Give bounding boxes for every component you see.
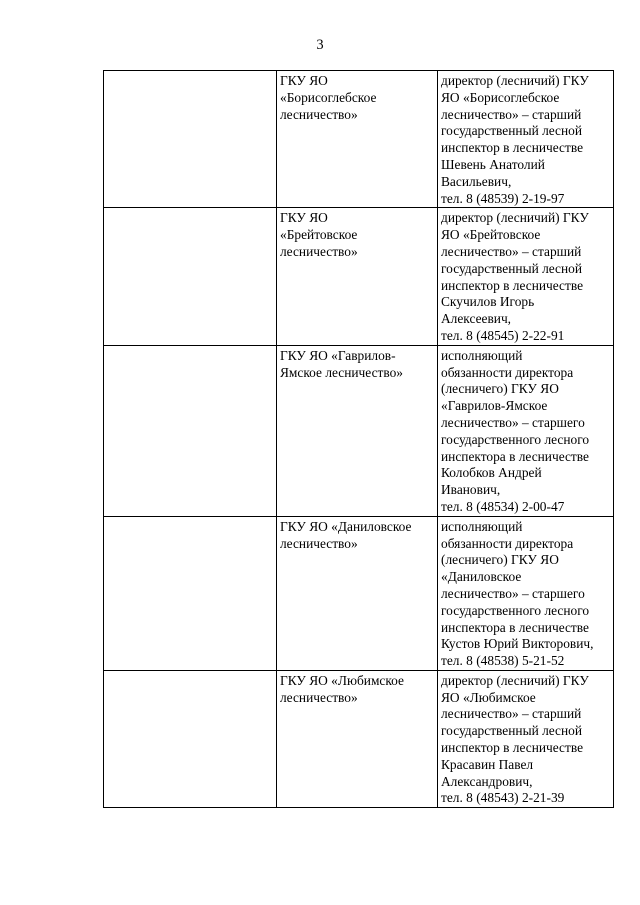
empty-cell: [104, 345, 277, 516]
forestry-name-cell: ГКУ ЯО «Борисоглебское лесничество»: [277, 71, 438, 208]
director-info-cell: директор (лесничий) ГКУ ЯО «Любимское лесничество» – старший государственный лесной инспектор в лесничестве Красавин Павел Александрович, тел. 8 (48543) 2-21-39: [438, 670, 614, 807]
page-number: 3: [316, 37, 324, 53]
empty-cell: [104, 516, 277, 670]
table-row: [104, 670, 614, 807]
forestry-name-cell: ГКУ ЯО «Даниловское лесничество»: [277, 516, 438, 670]
director-info-cell: директор (лесничий) ГКУ ЯО «Борисоглебское лесничество» – старший государственный лесной инспектор в лесничестве Шевень Анатолий Васильевич, тел. 8 (48539) 2-19-97: [438, 71, 614, 208]
empty-cell: [104, 670, 277, 807]
table-row: [104, 208, 614, 345]
director-info-cell: директор (лесничий) ГКУ ЯО «Брейтовское лесничество» – старший государственный лесной инспектор в лесничестве Скучилов Игорь Алексеевич, тел. 8 (48545) 2-22-91: [438, 208, 614, 345]
empty-cell: [104, 208, 277, 345]
forestry-contacts-table: [103, 70, 614, 808]
forestry-name-cell: ГКУ ЯО «Гаврилов- Ямское лесничество»: [277, 345, 438, 516]
empty-cell: [104, 71, 277, 208]
table-row: [104, 516, 614, 670]
forestry-name-cell: ГКУ ЯО «Любимское лесничество»: [277, 670, 438, 807]
table-row: [104, 71, 614, 208]
table-row: [104, 345, 614, 516]
director-info-cell: исполняющий обязанности директора (лесничего) ГКУ ЯО «Даниловское лесничество» – старшего государственного лесного инспектора в лесничестве Кустов Юрий Викторович, тел. 8 (48538) 5-21-52: [438, 516, 614, 670]
forestry-name-cell: ГКУ ЯО «Брейтовское лесничество»: [277, 208, 438, 345]
director-info-cell: исполняющий обязанности директора (лесничего) ГКУ ЯО «Гаврилов-Ямское лесничество» – старшего государственного лесного инспектора в лесничестве Колобков Андрей Иванович, тел. 8 (48534) 2-00-47: [438, 345, 614, 516]
